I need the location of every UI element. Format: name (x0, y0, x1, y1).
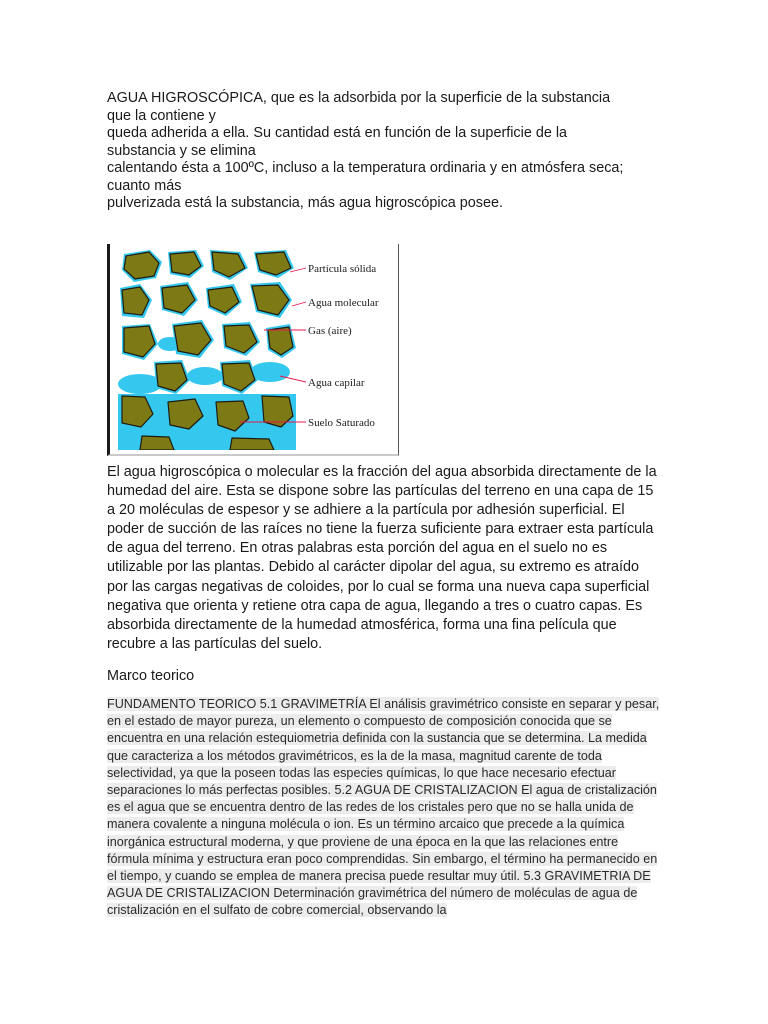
intro-line: queda adherida a ella. Su cantidad está en función de la superficie de la (107, 125, 568, 141)
intro-line: cuanto más (107, 177, 182, 194)
capillary-patch (187, 367, 223, 385)
highlighted-paragraph (107, 696, 663, 920)
intro-line: pulverizada está la substancia, más agua higroscópica posee. (107, 195, 503, 211)
label-gas: Gas (aire) (308, 325, 352, 337)
body-paragraph: El agua higroscópica o molecular es la fracción del agua absorbida directamente de la humedad del aire. Esta se dispone sobre las partículas del terreno en una capa de 15 a 20 moléculas de espesor y se adhiere a la partícula por adhesión superficial. El poder de succión de las raíces no tiene la fuerza suficiente para extraer esta partícula de agua del terreno. En otras palabras esta porción del agua en el suelo no es utilizable por las plantas. Debido al carácter dipolar del agua, su extremo es atraído por las cargas negativas de coloides, por lo cual se forma una nueva capa superficial negativa que orienta y retiene otra capa de agua, llegando a tres o cuatro capas. Es absorbida directamente de la humedad atmosférica, forma una fina película que recubre a las partículas del suelo. (107, 464, 657, 652)
intro-line: que la contiene y (107, 107, 216, 124)
highlighted-text: FUNDAMENTO TEORICO 5.1 GRAVIMETRÍA El análisis gravimétrico consiste en separar y pesar, en el estado de mayor pureza, un elemento o compuesto de composición conocida que se encuentra en una relación estequiometria definida con la sustancia que se determina. La medida que caracteriza a los métodos gravimétricos, es la de la masa, magnitud carente de toda selectividad, ya que la poseen todas las especies químicas, lo que hace necesario efectuar separaciones lo más perfectas posibles. 5.2 AGUA DE CRISTALIZACION El agua de cristalización es el agua que se encuentra dentro de las redes de los cristales pero que no se halla unida de manera covalente a ninguna molécula o ion. Es un término arcaico que precede a la química inorgánica estructural moderna, y que proviene de una época en la que las relaciones entre fórmula mínima y estructura eran poco comprendidas. Sin embargo, el término ha permanecido en el tiempo, y cuando se emplea de manera precisa puede resultar muy útil. 5.3 GRAVIMETRIA DE AGUA DE CRISTALIZACION Determinación gravimétrica del número de moléculas de agua de cristalización en el sulfato de cobre comercial, observando la (107, 697, 660, 918)
label-saturated-soil: Suelo Saturado (308, 417, 375, 429)
intro-line: calentando ésta a 100ºC, incluso a la temperatura ordinaria y en atmósfera seca; (107, 160, 624, 176)
label-molecular-water: Agua molecular (308, 297, 379, 309)
soil-panel (118, 248, 296, 450)
section-heading: Marco teorico (107, 668, 195, 684)
intro-paragraph (107, 90, 663, 213)
intro-line: AGUA HIGROSCÓPICA, que es la adsorbida por la superficie de la substancia (107, 90, 611, 106)
intro-line: substancia y se elimina (107, 142, 256, 159)
label-particle: Partícula sólida (308, 263, 377, 275)
label-capillary-water: Agua capilar (308, 377, 365, 389)
soil-diagram-svg (110, 244, 398, 454)
soil-water-diagram (107, 244, 399, 456)
